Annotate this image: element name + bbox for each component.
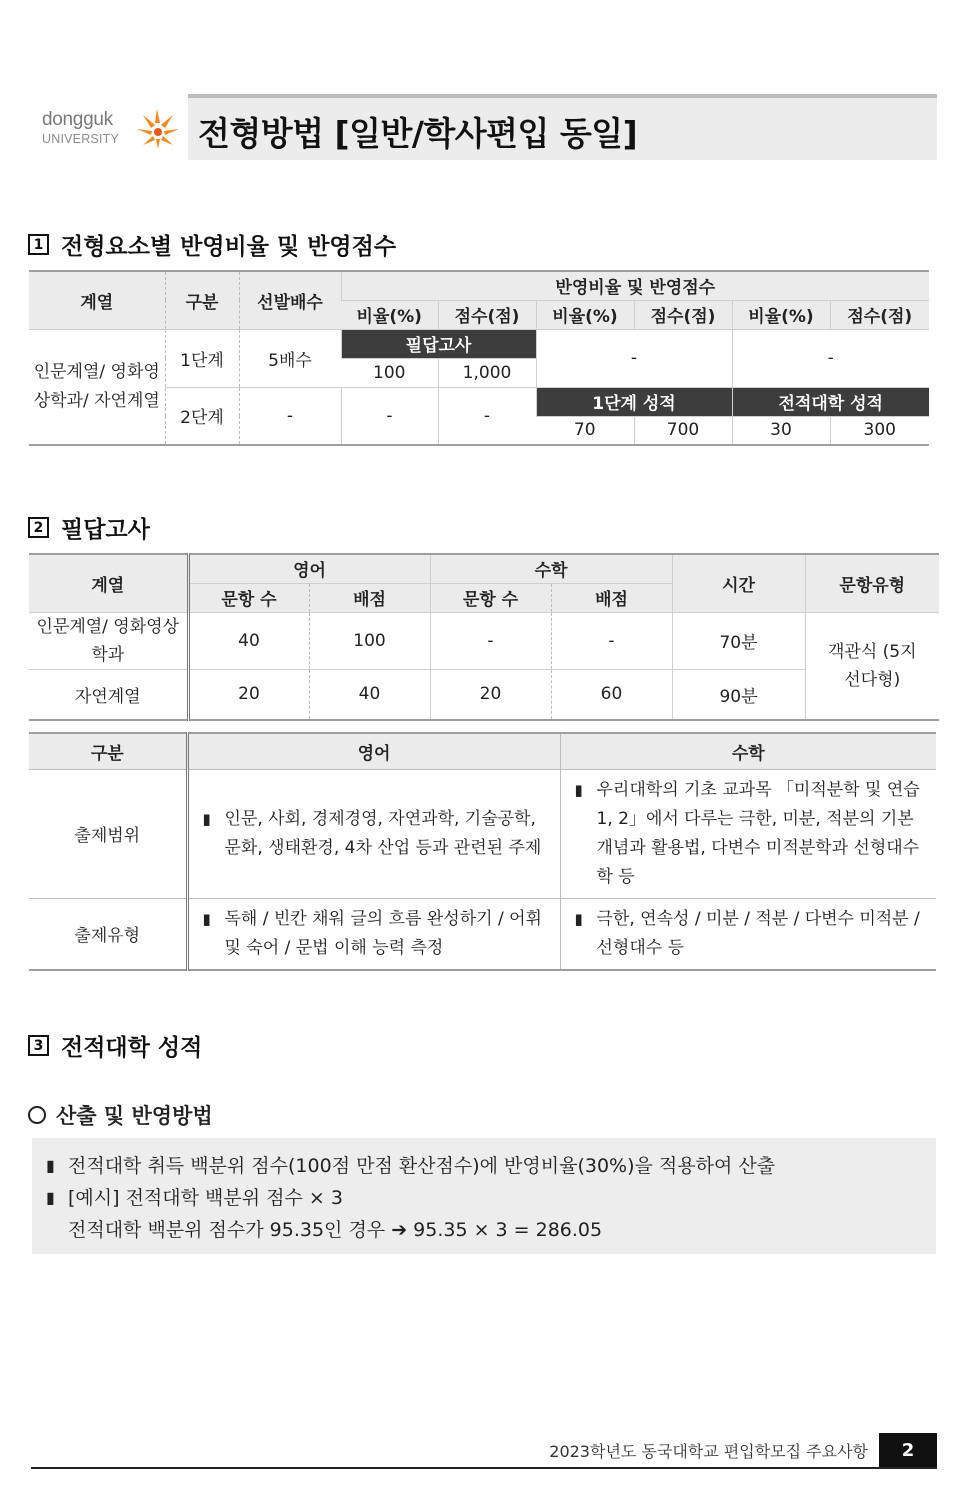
row2-eng-count: 20 <box>188 669 309 720</box>
th2-type: 문항유형 <box>805 554 939 612</box>
th2-math: 수학 <box>430 554 672 583</box>
exam-ratio: 100 <box>341 358 438 387</box>
row2-time: 90분 <box>672 669 805 720</box>
th3-math: 수학 <box>560 733 936 769</box>
exam-score: 1,000 <box>438 358 536 387</box>
row2-eng-points: 40 <box>309 669 430 720</box>
first-stage-ratio: 70 <box>536 416 634 445</box>
th2-math-count: 문항 수 <box>430 583 551 612</box>
selection-ratio-table <box>29 270 929 446</box>
section1-number: 1 <box>28 234 49 255</box>
exam-scope-table <box>29 732 936 971</box>
th-ratio-1: 비율(%) <box>341 300 438 329</box>
page-number: 2 <box>879 1433 937 1467</box>
stage2-multiplier: - <box>239 387 341 445</box>
type-math: ▮ 극한, 연속성 / 미분 / 적분 / 다변수 미적분 / 선형대수 등 <box>560 898 936 970</box>
row2-math-points: 60 <box>551 669 672 720</box>
stage1-multiplier: 5배수 <box>239 329 341 387</box>
section3-heading <box>28 1029 202 1062</box>
exam-label: 필답고사 <box>341 329 536 358</box>
bullet-icon: ▮ <box>46 1156 55 1175</box>
th-ratio-group: 반영비율 및 반영점수 <box>341 271 929 300</box>
type-english: ▮ 독해 / 빈칸 채워 글의 흐름 완성하기 / 어휘 및 숙어 / 문법 이해 능력 측정 <box>187 898 560 970</box>
th2-eng-count: 문항 수 <box>188 583 309 612</box>
stage2-score: - <box>438 387 536 445</box>
lotus-logo-icon <box>135 105 181 153</box>
section3-number: 3 <box>28 1035 49 1056</box>
stage2-ratio: - <box>341 387 438 445</box>
prev-school-score: 300 <box>830 416 929 445</box>
written-exam-table <box>29 553 939 721</box>
section1-title: 전형요소별 반영비율 및 반영점수 <box>61 234 397 260</box>
th-score-3: 점수(점) <box>830 300 929 329</box>
range-label: 출제범위 <box>29 769 187 898</box>
th-field: 계열 <box>29 271 165 329</box>
row1-math-count: - <box>430 612 551 669</box>
th-score-1: 점수(점) <box>438 300 536 329</box>
th2-math-points: 배점 <box>551 583 672 612</box>
row2-math-count: 20 <box>430 669 551 720</box>
row1-eng-count: 40 <box>188 612 309 669</box>
section2-number: 2 <box>28 517 49 538</box>
logo-sub: UNIVERSITY <box>42 132 120 146</box>
row1-math-points: - <box>551 612 672 669</box>
th-ratio-2: 비율(%) <box>536 300 634 329</box>
calc-method-box <box>32 1138 936 1254</box>
prev-school-label: 전적대학 성적 <box>732 387 929 416</box>
th-multiplier: 선발배수 <box>239 271 341 329</box>
page-title: 전형방법 [일반/학사편입 동일] <box>198 114 638 153</box>
th3-english: 영어 <box>187 733 560 769</box>
th2-eng-points: 배점 <box>309 583 430 612</box>
bullet-icon: ▮ <box>574 780 583 799</box>
th-score-2: 점수(점) <box>634 300 732 329</box>
first-stage-label: 1단계 성적 <box>536 387 732 416</box>
row2-field: 자연계열 <box>29 669 188 720</box>
question-type: 객관식 (5지선다형) <box>805 612 939 720</box>
logo-brand: dongguk <box>42 109 113 130</box>
row1-eng-points: 100 <box>309 612 430 669</box>
bullet-icon: ▮ <box>574 909 583 928</box>
th-stage: 구분 <box>165 271 239 329</box>
stage1-dash-1: - <box>536 329 732 387</box>
prev-school-ratio: 30 <box>732 416 830 445</box>
bullet-icon: ▮ <box>202 809 211 828</box>
calc-line-3: 전적대학 백분위 점수가 95.35인 경우 ➔ 95.35 × 3 = 286.05 <box>68 1219 603 1241</box>
footer-text: 2023학년도 동국대학교 편입학모집 주요사항 <box>549 1442 868 1461</box>
calc-line-1: 전적대학 취득 백분위 점수(100점 만점 환산점수)에 반영비율(30%)을 적용하여 산출 <box>68 1155 776 1177</box>
section2-heading <box>28 511 150 544</box>
range-english: ▮ 인문, 사회, 경제경영, 자연과학, 기술공학, 문화, 생태환경, 4차 산업 등과 관련된 주제 <box>187 769 560 898</box>
range-math: ▮ 우리대학의 기초 교과목 「미적분학 및 연습 1, 2」에서 다루는 극한, 미분, 적분의 기본 개념과 활용법, 다변수 미적분학과 선형대수학 등 <box>560 769 936 898</box>
row1-time: 70분 <box>672 612 805 669</box>
calc-line-2: [예시] 전적대학 백분위 점수 × 3 <box>68 1187 343 1209</box>
th3-category: 구분 <box>29 733 187 769</box>
section2-title: 필답고사 <box>61 517 150 543</box>
university-logo <box>40 105 185 155</box>
th2-time: 시간 <box>672 554 805 612</box>
calc-method-heading <box>28 1100 213 1130</box>
circle-icon <box>28 1106 46 1124</box>
stage2-label: 2단계 <box>165 387 239 445</box>
th2-english: 영어 <box>188 554 430 583</box>
first-stage-score: 700 <box>634 416 732 445</box>
bullet-icon: ▮ <box>202 909 211 928</box>
bullet-icon: ▮ <box>46 1188 55 1207</box>
section3-title: 전적대학 성적 <box>61 1035 203 1061</box>
field-value: 인문계열/ 영화영상학과/ 자연계열 <box>29 329 165 445</box>
type-label: 출제유형 <box>29 898 187 970</box>
calc-method-title: 산출 및 반영방법 <box>56 1104 213 1128</box>
section1-heading <box>28 228 396 261</box>
stage1-dash-2: - <box>732 329 929 387</box>
th-ratio-3: 비율(%) <box>732 300 830 329</box>
th2-field: 계열 <box>29 554 188 612</box>
row1-field: 인문계열/ 영화영상학과 <box>29 612 188 669</box>
footer-rule <box>31 1467 937 1469</box>
stage1-label: 1단계 <box>165 329 239 387</box>
